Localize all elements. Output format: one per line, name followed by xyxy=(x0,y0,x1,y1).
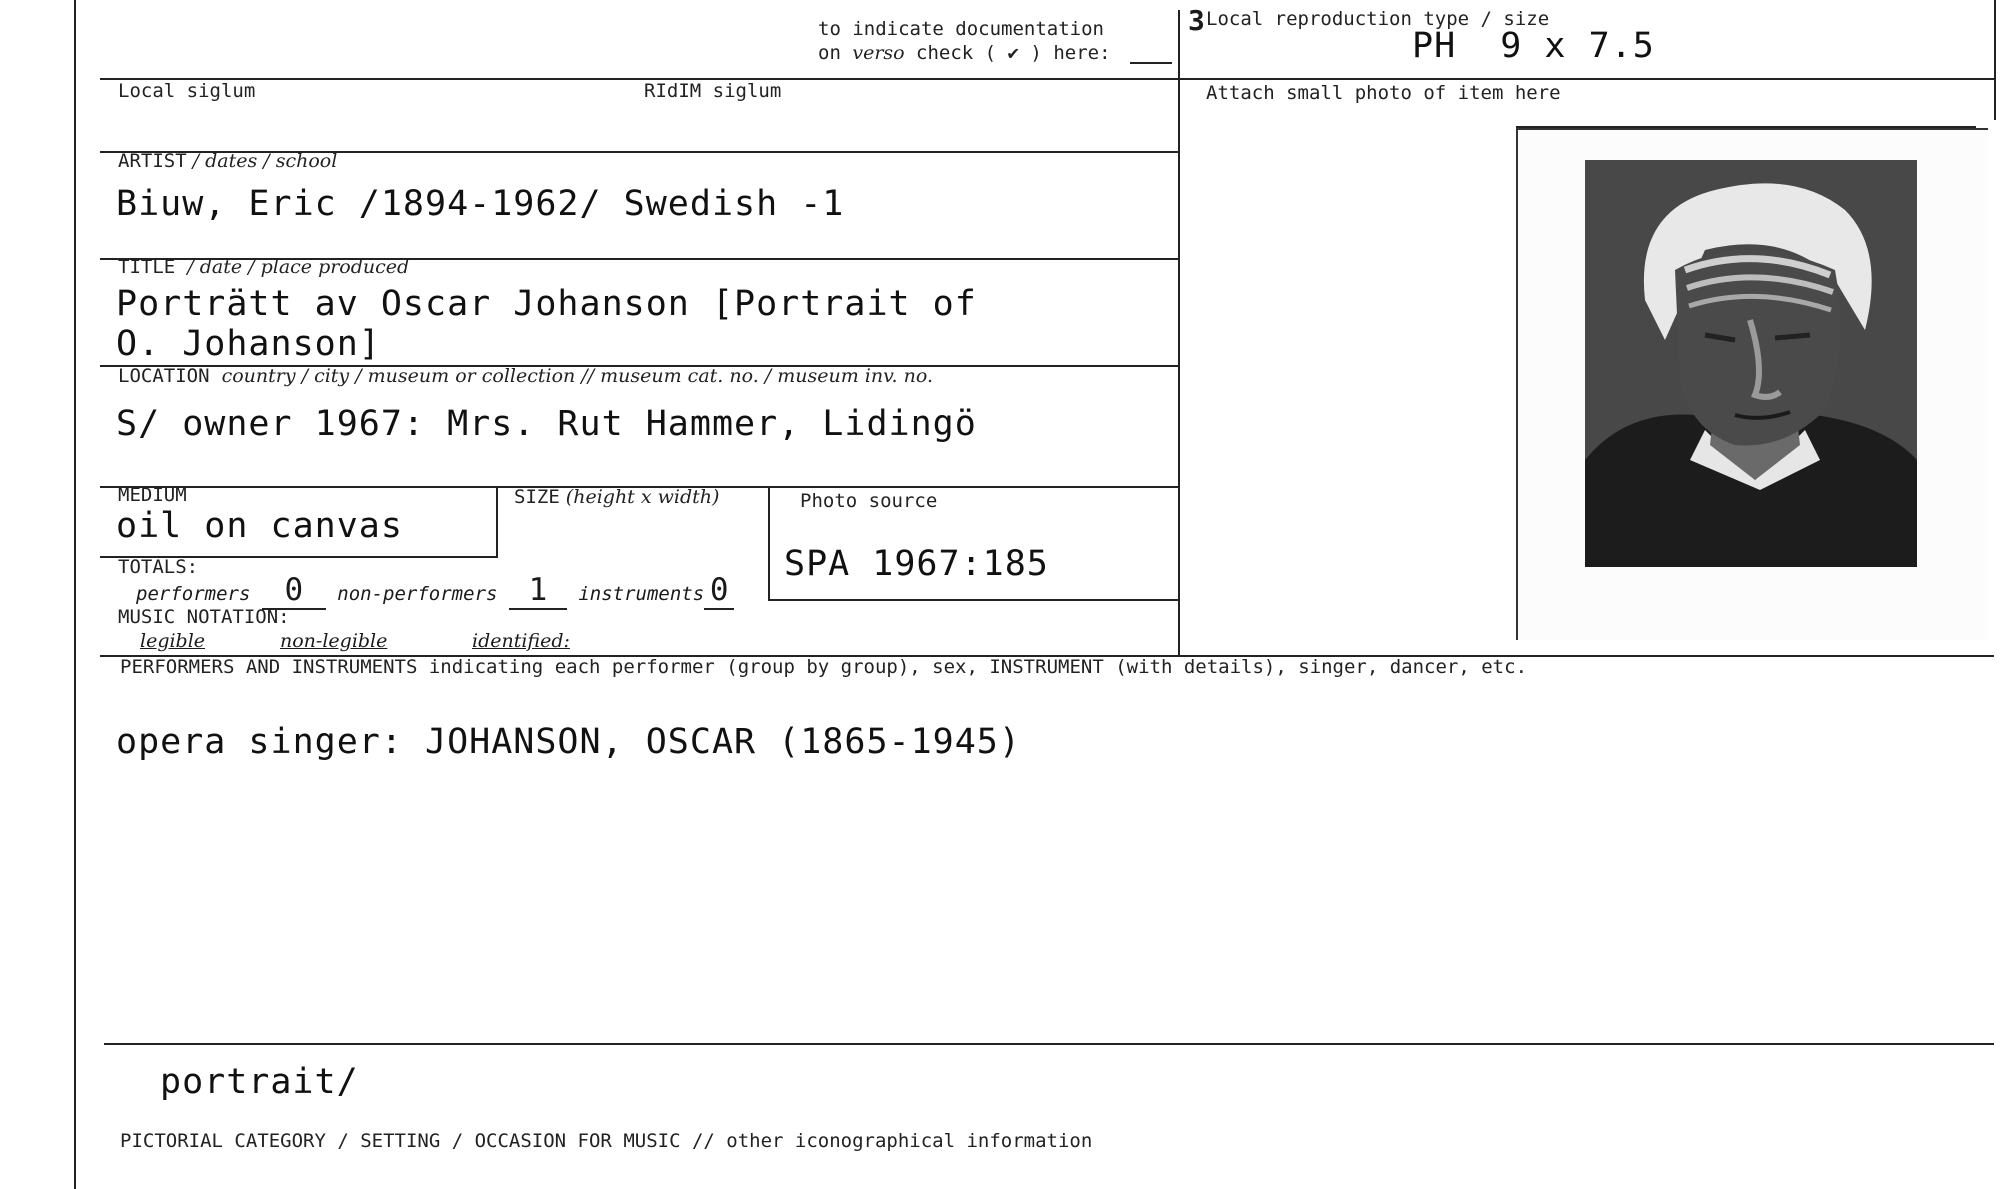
non-performers-value[interactable]: 1 xyxy=(509,572,567,610)
instruments-value[interactable]: 0 xyxy=(704,572,734,610)
performers-value: opera singer: JOHANSON, OSCAR (1865-1945) xyxy=(116,722,1021,762)
repro-number-mark: 3 xyxy=(1188,4,1205,37)
photo-source-label: Photo source xyxy=(800,490,938,512)
header-rule xyxy=(100,78,1994,80)
artist-label: ARTIST / dates / school xyxy=(118,150,338,172)
medium-label: MEDIUM xyxy=(118,484,187,506)
photo-source-value: SPA 1967:185 xyxy=(784,544,1049,584)
pictorial-top-rule xyxy=(104,1043,1994,1045)
totals-bottom-rule xyxy=(768,599,1178,601)
card-left-edge xyxy=(74,0,76,1189)
local-siglum-label: Local siglum xyxy=(118,80,256,102)
performers-label: performers xyxy=(136,583,251,605)
documentation-note-line2: on verso check ( ✔ ) here: xyxy=(818,42,1111,64)
title-value-line1: Porträtt av Oscar Johanson [Portrait of xyxy=(116,284,977,324)
repro-type-label: Local reproduction type / size xyxy=(1206,8,1550,30)
performers-value[interactable]: 0 xyxy=(262,572,326,610)
verso-checkbox-line[interactable] xyxy=(1130,62,1172,64)
music-notation-non-legible[interactable]: non-legible xyxy=(280,630,388,652)
portrait-photo xyxy=(1585,160,1917,567)
right-column-divider xyxy=(1178,10,1180,655)
repro-type-value: PH 9 x 7.5 xyxy=(1412,26,1655,66)
pictorial-category-value: portrait/ xyxy=(160,1062,359,1102)
pictorial-category-label: PICTORIAL CATEGORY / SETTING / OCCASION FOR MUSIC // other iconographical information xyxy=(120,1130,1093,1152)
medium-value: oil on canvas xyxy=(116,506,403,546)
ridim-siglum-label: RIdIM siglum xyxy=(644,80,782,102)
non-performers-label: non-performers xyxy=(337,583,498,605)
artist-value: Biuw, Eric /1894-1962/ Swedish -1 xyxy=(116,184,845,224)
totals-label: TOTALS: xyxy=(118,556,199,578)
music-notation-legible[interactable]: legible xyxy=(140,630,206,652)
verso-word: verso xyxy=(852,42,905,64)
title-value-line2: O. Johanson] xyxy=(116,324,381,364)
title-label: TITLE / date / place produced xyxy=(118,256,410,278)
medium-size-divider xyxy=(496,486,498,556)
documentation-note-line1: to indicate documentation xyxy=(818,18,1104,40)
card-right-edge xyxy=(1994,0,1996,120)
music-notation-identified[interactable]: identified: xyxy=(472,630,570,652)
performers-label: PERFORMERS AND INSTRUMENTS indicating each performer (group by group), sex, INSTRUMENT (with details), singer, dancer, etc. xyxy=(120,656,1528,678)
size-label: SIZE (height x width) xyxy=(514,486,720,508)
location-value: S/ owner 1967: Mrs. Rut Hammer, Lidingö xyxy=(116,404,977,444)
location-label: LOCATION country / city / museum or collection // museum cat. no. / museum inv. no. xyxy=(118,365,934,387)
instruments-label: instruments xyxy=(578,583,705,605)
size-photo-source-divider xyxy=(768,486,770,601)
music-notation-label: MUSIC NOTATION: xyxy=(118,606,290,628)
attach-photo-label: Attach small photo of item here xyxy=(1206,82,1561,104)
totals-row xyxy=(136,572,734,610)
